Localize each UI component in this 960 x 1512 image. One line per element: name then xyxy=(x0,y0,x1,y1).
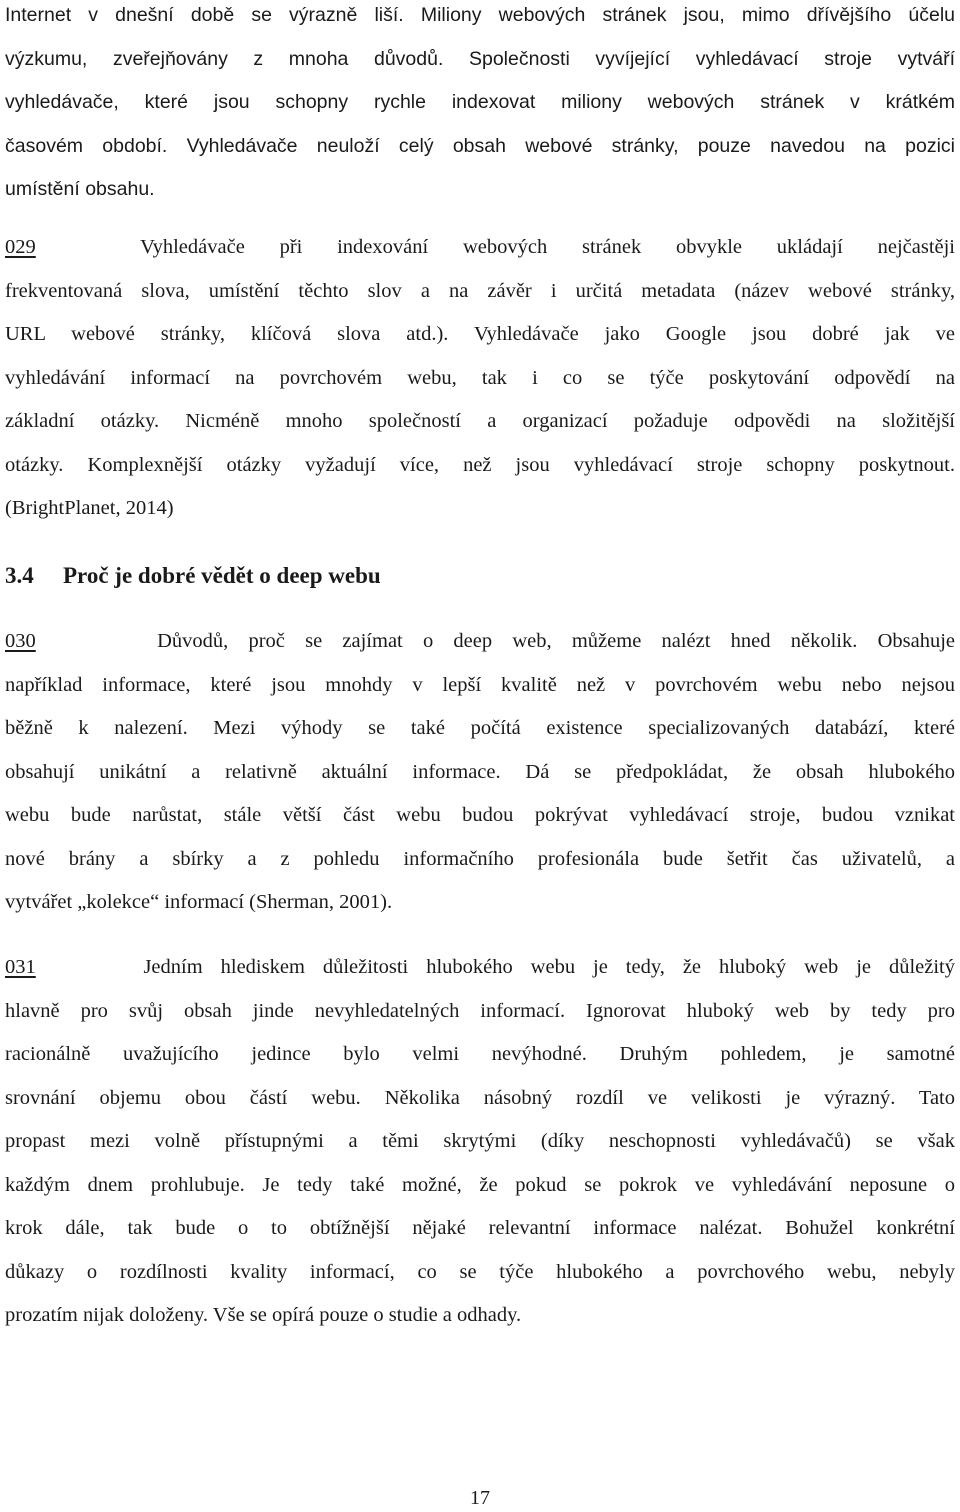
text-line: vytvářet „kolekce“ informací (Sherman, 2001). xyxy=(5,891,393,913)
text-line: obsahují unikátní a relativně aktuální informace. Dá se předpokládat, že obsah hlubokého xyxy=(5,760,955,783)
text-line: důkazy o rozdílnosti kvality informací, co se týče hlubokého a povrchového webu, nebyly xyxy=(5,1260,955,1283)
text-line: například informace, které jsou mnohdy v lepší kvalitě než v povrchovém webu nebo nejsou xyxy=(5,673,955,696)
text-line: základní otázky. Nicméně mnoho společností a organizací požaduje odpovědi na složitější xyxy=(5,410,955,432)
text-line: racionálně uvažujícího jedince bylo velmi nevýhodné. Druhým pohledem, je samotné xyxy=(5,1043,955,1065)
text-line: otázky. Komplexnější otázky vyžadují více, než jsou vyhledávací stroje schopny poskytnout. xyxy=(5,453,955,476)
text-line xyxy=(5,620,955,664)
text-line: krok dále, tak bude o to obtížnější nějaké relevantní informace nalézat. Bohužel konkrétní xyxy=(5,1217,955,1239)
text-line xyxy=(5,946,955,990)
text-line: vyhledávače, které jsou schopny rychle indexovat miliony webových stránek v krátkém xyxy=(5,91,955,113)
text-line: prozatím nijak doloženy. Vše se opírá pouze o studie a odhady. xyxy=(5,1304,522,1326)
text-line: časovém období. Vyhledávače neuloží celý obsah webové stránky, pouze navedou na pozici xyxy=(5,134,955,157)
section-heading xyxy=(5,556,381,596)
text-line: výzkumu, zveřejňovány z mnoha důvodů. Společnosti vyvíjející vyhledávací stroje vytváří xyxy=(5,47,955,70)
paragraph-number: 029 xyxy=(5,236,36,258)
section-title: Proč je dobré vědět o deep webu xyxy=(63,563,381,588)
text-line: nové brány a sbírky a z pohledu informačního profesionála bude šetřit čas uživatelů, a xyxy=(5,847,955,870)
text-line: hlavně pro svůj obsah jinde nevyhledatelných informací. Ignorovat hluboký web by tedy pro xyxy=(5,999,955,1022)
text-line: vyhledávání informací na povrchovém webu, tak i co se týče poskytování odpovědí na xyxy=(5,366,955,389)
text-line: srovnání objemu obou částí webu. Několika násobný rozdíl ve velikosti je výrazný. Tato xyxy=(5,1086,955,1109)
text-line xyxy=(5,226,955,270)
text-line-content: Jedním hlediskem důležitosti hlubokého webu je tedy, že hluboký web je důležitý xyxy=(143,956,955,978)
paragraph-intro xyxy=(5,0,955,212)
text-line-content: Důvodů, proč se zajímat o deep web, můžeme nalézt hned několik. Obsahuje xyxy=(157,630,955,652)
section-number: 3.4 xyxy=(5,563,34,588)
text-line: každým dnem prohlubuje. Je tedy také možné, že pokud se pokrok ve vyhledávání neposune o xyxy=(5,1173,955,1196)
paragraph-030 xyxy=(5,620,955,925)
paragraph-029 xyxy=(5,226,955,531)
text-line: propast mezi volně přístupnými a těmi skrytými (díky neschopnosti vyhledávačů) se však xyxy=(5,1130,955,1152)
paragraph-031 xyxy=(5,946,955,1338)
text-line: URL webové stránky, klíčová slova atd.). Vyhledávače jako Google jsou dobré jak ve xyxy=(5,323,955,345)
text-line: frekventovaná slova, umístění těchto slov a na závěr i určitá metadata (název webové stránky, xyxy=(5,279,955,302)
text-line: Internet v dnešní době se výrazně liší. Miliony webových stránek jsou, mimo dřívějšího účelu xyxy=(5,4,955,26)
text-line: (BrightPlanet, 2014) xyxy=(5,497,174,519)
text-line: běžně k nalezení. Mezi výhody se také počítá existence specializovaných databází, které xyxy=(5,717,955,739)
text-line: umístění obsahu. xyxy=(5,178,155,200)
page-number: 17 xyxy=(470,1487,490,1509)
text-line: webu bude narůstat, stále větší část webu budou pokrývat vyhledávací stroje, budou vznikat xyxy=(5,804,955,826)
paragraph-number: 031 xyxy=(5,956,36,978)
paragraph-number: 030 xyxy=(5,630,36,652)
text-line-content: Vyhledávače při indexování webových stránek obvykle ukládají nejčastěji xyxy=(140,236,955,258)
